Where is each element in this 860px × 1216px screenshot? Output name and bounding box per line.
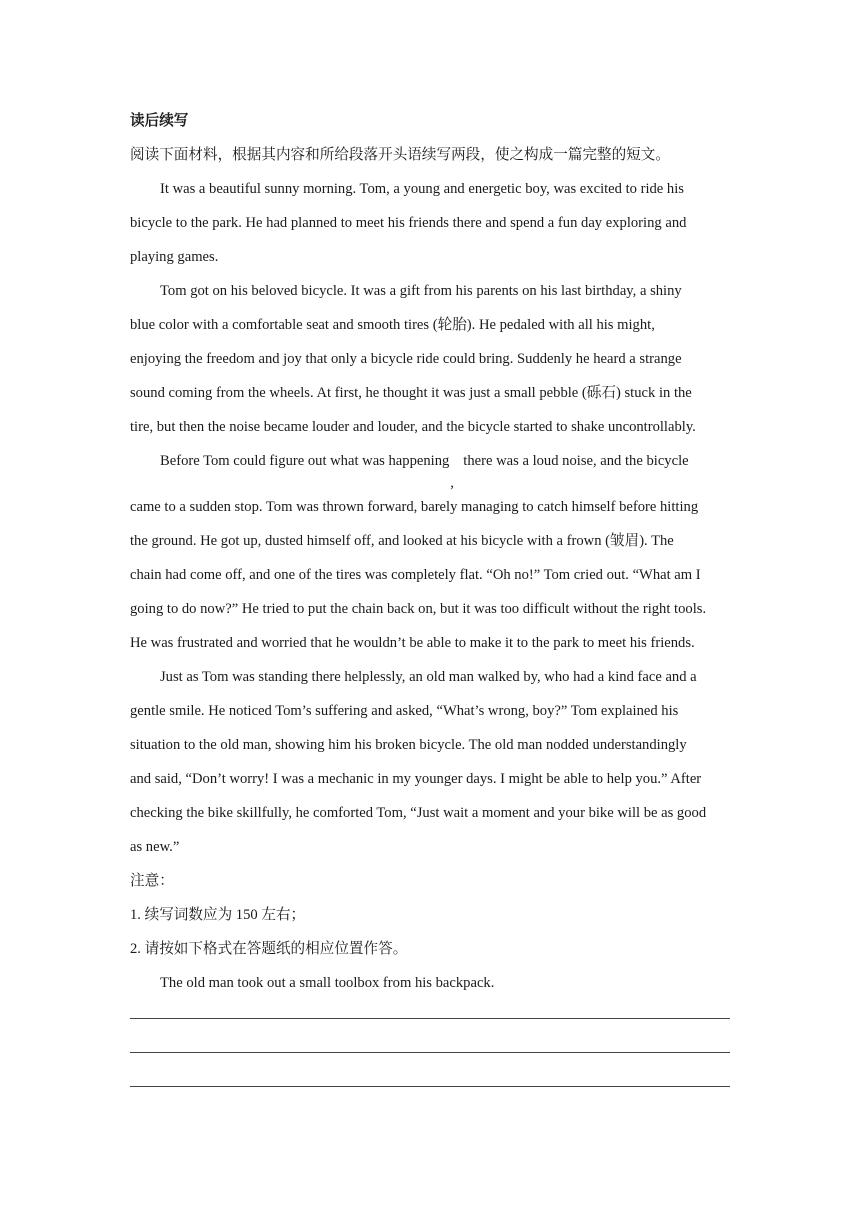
paragraph-line	[130, 444, 730, 490]
continuation-opening: The old man took out a small toolbox from his backpack.	[160, 975, 495, 991]
paragraph-line: playing games.	[130, 249, 219, 265]
instruction-text: 阅读下面材料，根据其内容和所给段落开头语续写两段，使之构成一篇完整的短文。	[130, 147, 670, 163]
section-title: 读后续写	[130, 113, 189, 129]
answer-line-3	[130, 1086, 730, 1087]
paragraph-line: checking the bike skillfully, he comforted Tom, “Just wait a moment and your bike will be as good	[130, 805, 707, 821]
paragraph-line: enjoying the freedom and joy that only a bicycle ride could bring. Suddenly he heard a strange	[130, 351, 682, 367]
paragraph-line: going to do now?” He tried to put the chain back on, but it was too difficult without the right tools.	[130, 601, 707, 617]
paragraph-line: Just as Tom was standing there helplessly, an old man walked by, who had a kind face and a	[160, 669, 697, 685]
note-item-2: 2. 请按如下格式在答题纸的相应位置作答。	[130, 941, 408, 957]
paragraph-text: Before Tom could figure out what was happening	[160, 453, 450, 469]
paragraph-line: gentle smile. He noticed Tom’s suffering and asked, “What’s wrong, boy?” Tom explained his	[130, 703, 679, 719]
paragraph-line: Tom got on his beloved bicycle. It was a gift from his parents on his last birthday, a shiny	[160, 283, 682, 299]
paragraph-line: tire, but then the noise became louder and louder, and the bicycle started to shake uncontrollably.	[130, 419, 696, 435]
paragraph-line: bicycle to the park. He had planned to meet his friends there and spend a fun day exploring and	[130, 215, 687, 231]
paragraph-4	[130, 660, 730, 864]
answer-line-2	[130, 1052, 730, 1053]
document-content	[130, 104, 730, 1000]
paragraph-line: came to a sudden stop. Tom was thrown forward, barely managing to catch himself before hitting	[130, 499, 699, 515]
paragraph-line: situation to the old man, showing him his broken bicycle. The old man nodded understandingly	[130, 737, 687, 753]
paragraph-2	[130, 274, 730, 444]
paragraph-line: blue color with a comfortable seat and smooth tires (轮胎). He pedaled with all his might,	[130, 317, 655, 333]
comma: ,	[450, 475, 454, 491]
notes-label: 注意：	[130, 873, 174, 889]
paragraph-text: there was a loud noise, and the bicycle	[463, 453, 689, 469]
paragraph-line: sound coming from the wheels. At first, he thought it was just a small pebble (砾石) stuck in the	[130, 385, 692, 401]
paragraph-line: He was frustrated and worried that he wouldn’t be able to make it to the park to meet his friends.	[130, 635, 695, 651]
paragraph-line: and said, “Don’t worry! I was a mechanic in my younger days. I might be able to help you.” After	[130, 771, 702, 787]
answer-line-1	[130, 1018, 730, 1019]
paragraph-line: the ground. He got up, dusted himself off, and looked at his bicycle with a frown (皱眉). The	[130, 533, 674, 549]
paragraph-line: It was a beautiful sunny morning. Tom, a young and energetic boy, was excited to ride his	[160, 181, 684, 197]
paragraph-line: chain had come off, and one of the tires was completely flat. “Oh no!” Tom cried out. “What am I	[130, 567, 701, 583]
note-item-1: 1. 续写词数应为 150 左右；	[130, 907, 306, 923]
paragraph-1	[130, 172, 730, 274]
paragraph-3	[130, 444, 730, 660]
paragraph-line: as new.”	[130, 839, 180, 855]
